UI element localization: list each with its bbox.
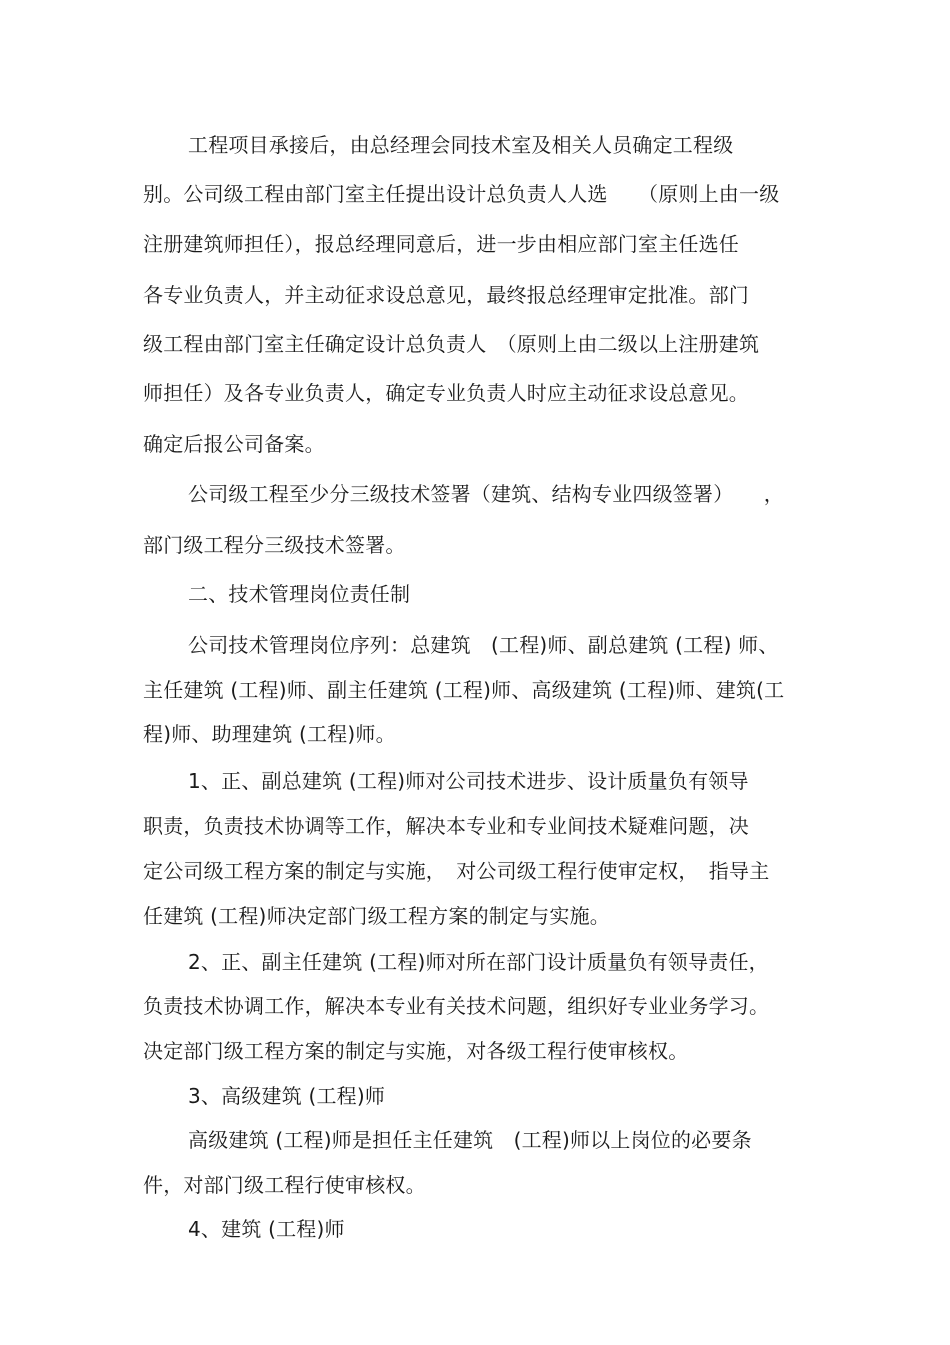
text-line: 1、正、副总建筑 (工程)师对公司技术进步、设计质量负有领导 <box>188 769 749 793</box>
text-line: 高级建筑 (工程)师是担任主任建筑 (工程)师以上岗位的必要条 <box>188 1128 752 1152</box>
text-line: 公司级工程至少分三级技术签署（建筑、结构专业四级签署） ， <box>188 482 784 506</box>
text-line: 级工程由部门室主任确定设计总负责人 （原则上由二级以上注册建筑 <box>143 332 760 356</box>
text-line: 2、正、副主任建筑 (工程)师对所在部门设计质量负有领导责任， <box>188 950 769 974</box>
text-line: 程)师、助理建筑 (工程)师。 <box>143 722 396 746</box>
text-line: 3、高级建筑 (工程)师 <box>188 1084 386 1108</box>
text-line: 确定后报公司备案。 <box>143 432 325 456</box>
text-line: 各专业负责人，并主动征求设总意见，最终报总经理审定批准。部门 <box>143 283 749 307</box>
text-line: 工程项目承接后，由总经理会同技术室及相关人员确定工程级 <box>188 133 734 157</box>
text-line: 师担任）及各专业负责人，确定专业负责人时应主动征求设总意见。 <box>143 381 749 405</box>
text-line: 负责技术协调工作，解决本专业有关技术问题，组织好专业业务学习。 <box>143 994 770 1018</box>
text-line: 件，对部门级工程行使审核权。 <box>143 1173 426 1197</box>
text-line: 决定部门级工程方案的制定与实施，对各级工程行使审核权。 <box>143 1039 689 1063</box>
text-line: 别。公司级工程由部门室主任提出设计总负责人人选 （原则上由一级 <box>143 182 780 206</box>
text-line: 部门级工程分三级技术签署。 <box>143 533 406 557</box>
text-line: 公司技术管理岗位序列：总建筑 (工程)师、副总建筑 (工程) 师、 <box>188 633 779 657</box>
text-line: 4、建筑 (工程)师 <box>188 1217 345 1241</box>
text-line: 主任建筑 (工程)师、副主任建筑 (工程)师、高级建筑 (工程)师、建筑(工 <box>143 678 785 702</box>
text-line: 注册建筑师担任），报总经理同意后，进一步由相应部门室主任选任 <box>143 232 739 256</box>
text-line: 定公司级工程方案的制定与实施， 对公司级工程行使审定权， 指导主 <box>143 859 770 883</box>
text-line: 任建筑 (工程)师决定部门级工程方案的制定与实施。 <box>143 904 610 928</box>
text-line: 职责，负责技术协调等工作，解决本专业和专业间技术疑难问题，决 <box>143 814 749 838</box>
section-heading: 二、技术管理岗位责任制 <box>188 582 411 606</box>
